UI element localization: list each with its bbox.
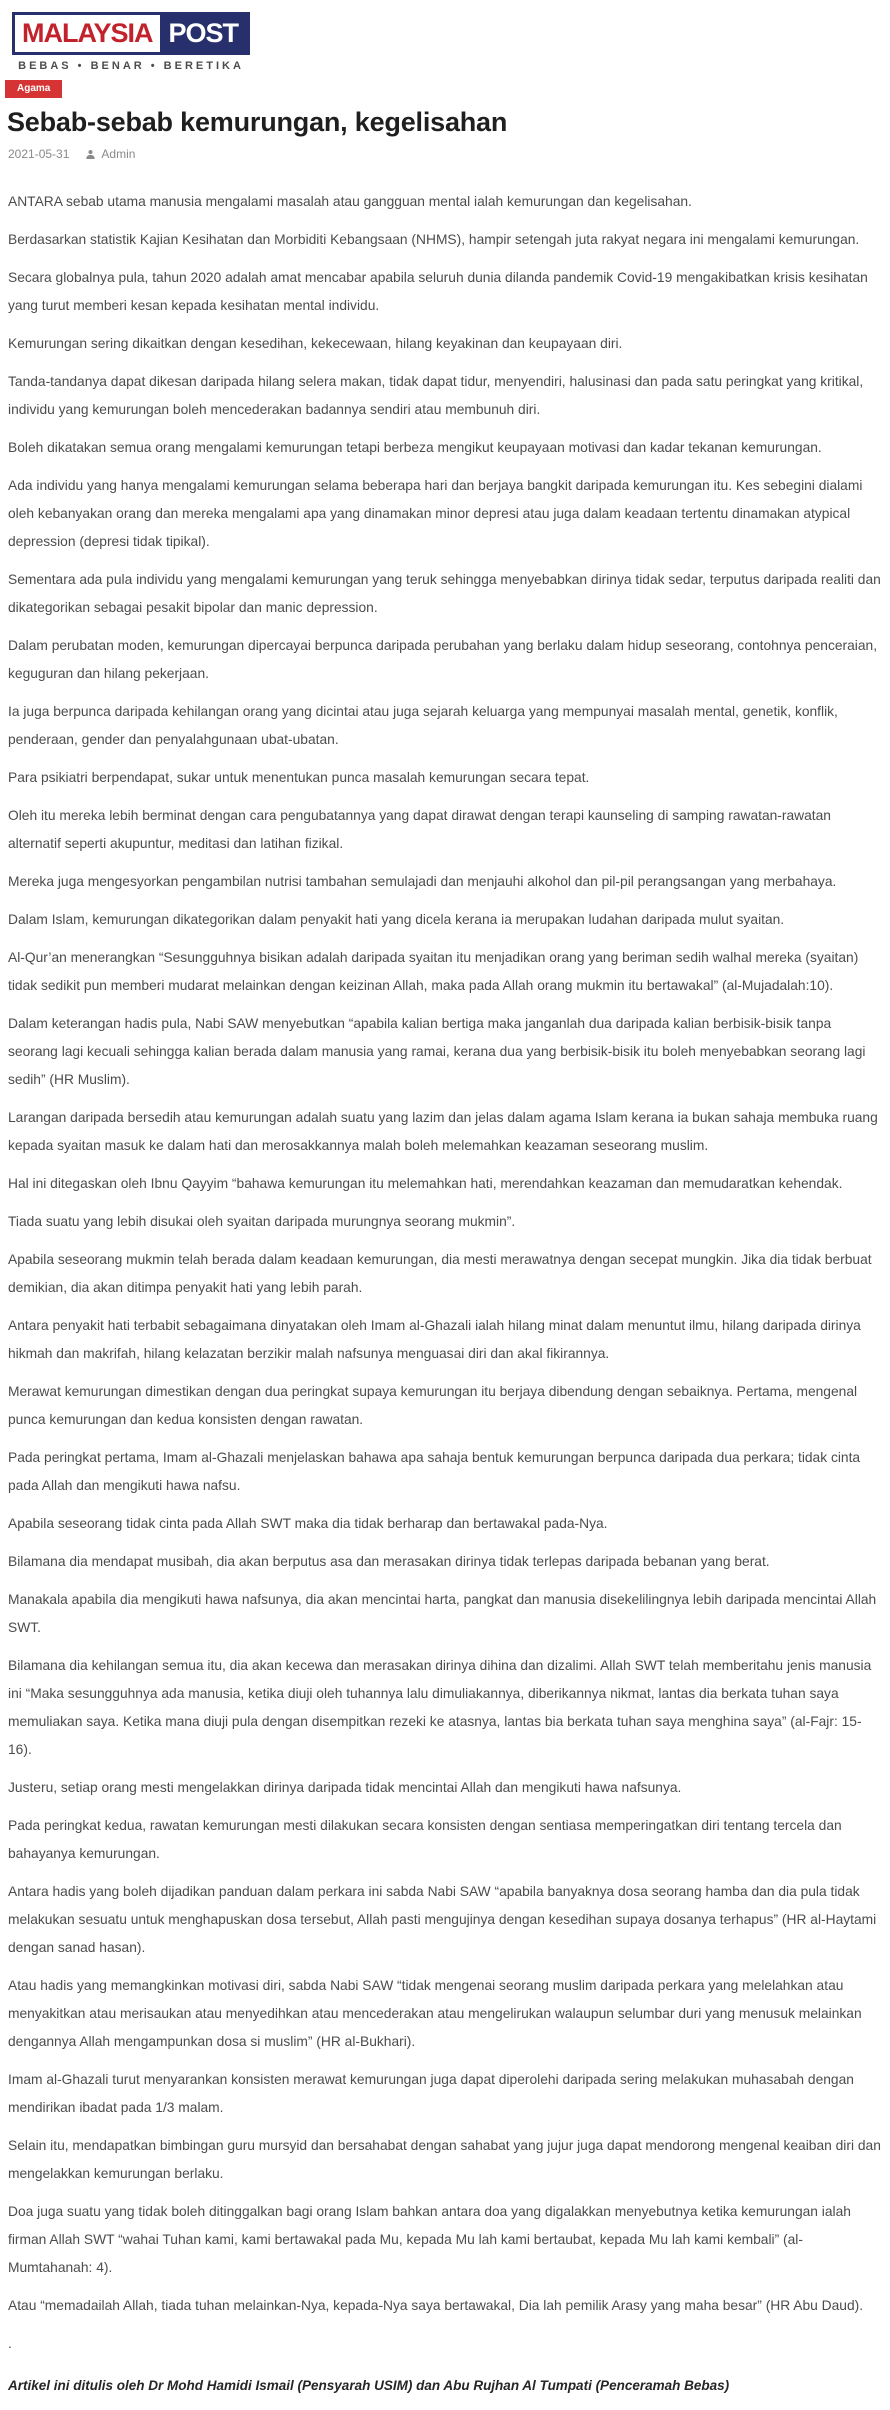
masthead [8,0,882,74]
article-paragraph: Manakala apabila dia mengikuti hawa nafsunya, dia akan mencintai harta, pangkat dan manusia disekelilingnya lebih daripada mencintai Allah SWT. [8,1592,877,1635]
article-paragraph: Merawat kemurungan dimestikan dengan dua peringkat supaya kemurungan itu berjaya dibendung dengan sebaiknya. Pertama, mengenal punca kemurungan dan kedua konsisten dengan rawatan. [8,1384,858,1427]
article-paragraph: ANTARA sebab utama manusia mengalami masalah atau gangguan mental ialah kemurungan dan kegelisahan. [8,194,692,209]
article-paragraph: Berdasarkan statistik Kajian Kesihatan dan Morbiditi Kebangsaan (NHMS), hampir setengah juta rakyat negara ini mengalami kemurungan. [8,232,860,247]
article-paragraph: Selain itu, mendapatkan bimbingan guru mursyid dan bersahabat dengan sahabat yang jujur juga dapat mendorong mengenal keaiban diri dan mengelakkan kemurungan berlaku. [8,2138,881,2181]
article-paragraph: Bilamana dia kehilangan semua itu, dia akan kecewa dan merasakan dirinya dihina dan dizalimi. Allah SWT telah memberitahu jenis manusia ini “Maka sesungguhnya ada manusia, ketika diuji oleh tuhannya lalu dimuliakannya, diberikannya nikmat, lantas dia berkata tuhan saya memuliakan saya. Ketika mana diuji pula dengan disempitkan rezeki ke atasnya, lantas bia berkata tuhan saya menghina saya” (al-Fajr: 15-16). [8,1658,872,1757]
article-paragraph: Larangan daripada bersedih atau kemurungan adalah suatu yang lazim dan jelas dalam agama Islam kerana ia bukan sahaja membuka ruang kepada syaitan masuk ke dalam hati dan merosakkannya malah boleh melemahkan keazaman seseorang muslim. [8,1110,878,1153]
article-paragraph: Antara hadis yang boleh dijadikan panduan dalam perkara ini sabda Nabi SAW “apabila banyaknya dosa seorang hamba dan dia pula tidak melakukan sesuatu untuk menghapuskan dosa tersebut, Allah pasti mengujinya dengan kesedihan supaya dosanya terhapus” (HR al-Haytami dengan sanad hasan). [8,1884,877,1955]
article-paragraph: Tanda-tandanya dapat dikesan daripada hilang selera makan, tidak dapat tidur, menyendiri, halusinasi dan pada satu peringkat yang kritikal, individu yang kemurungan boleh mencederakan badannya sendiri atau membunuh diri. [8,374,864,417]
article-paragraph: Dalam Islam, kemurungan dikategorikan dalam penyakit hati yang dicela kerana ia merupakan ludahan daripada mulut syaitan. [8,912,785,927]
article-paragraph: Apabila seseorang mukmin telah berada dalam keadaan kemurungan, dia mesti merawatnya dengan secepat mungkin. Jika dia tidak berbuat demikian, dia akan ditimpa penyakit hati yang lebih parah. [8,1252,872,1295]
article-paragraph: Apabila seseorang tidak cinta pada Allah SWT maka dia tidak berharap dan bertawakal pada-Nya. [8,1516,608,1531]
article-meta [8,147,882,161]
article-paragraph: Boleh dikatakan semua orang mengalami kemurungan tetapi berbeza mengikut keupayaan motivasi dan kadar tekanan kemurungan. [8,440,822,455]
site-tagline: BEBAS • BENAR • BERETIKA [18,60,244,72]
article-paragraph: . [8,2336,12,2351]
article-paragraph: Atau hadis yang memangkinkan motivasi diri, sabda Nabi SAW “tidak mengenai seorang muslim daripada perkara yang melelahkan atau menyakitkan atau merisaukan atau menyedihkan atau mencederakan atau mengelirukan walaupun selumbar duri yang menusuk melainkan dengannya Allah mengampunkan dosa si muslim” (HR al-Bukhari). [8,1978,862,2049]
logo-malaysia-text: MALAYSIA [15,15,160,52]
article-paragraph: Kemurungan sering dikaitkan dengan kesedihan, kekecewaan, hilang keyakinan dan keupayaan diri. [8,336,623,351]
article-paragraph: Oleh itu mereka lebih berminat dengan cara pengubatannya yang dapat dirawat dengan terapi kaunseling di samping rawatan-rawatan alternatif seperti akupuntur, meditasi dan latihan fizikal. [8,808,831,851]
article-paragraph: Atau “memadailah Allah, tiada tuhan melainkan-Nya, kepada-Nya saya bertawakal, Dia lah pemilik Arasy yang maha besar” (HR Abu Daud). [8,2298,864,2313]
article-paragraph: Sementara ada pula individu yang mengalami kemurungan yang teruk sehingga menyebabkan dirinya tidak sedar, terputus daripada realiti dan dikategorikan sebagai pesakit bipolar dan manic depression. [8,572,881,615]
article-paragraph: Imam al-Ghazali turut menyarankan konsisten merawat kemurungan juga dapat diperolehi daripada sering melakukan muhasabah dengan mendirikan ibadat pada 1/3 malam. [8,2072,854,2115]
article-author: Admin [101,147,136,161]
article-paragraph: Para psikiatri berpendapat, sukar untuk menentukan punca masalah kemurungan secara tepat. [8,770,590,785]
logo-post-text: POST [160,15,248,52]
article [8,74,882,2396]
article-author-block [85,147,135,161]
article-paragraph: Mereka juga mengesyorkan pengambilan nutrisi tambahan semulajadi dan menjauhi alkohol dan pil-pil perangsangan yang merbahaya. [8,874,837,889]
article-paragraph: Pada peringkat kedua, rawatan kemurungan mesti dilakukan secara konsisten dengan sentiasa memperingatkan diri tentang tercela dan bahayanya kemurungan. [8,1818,842,1861]
article-paragraph: Bilamana dia mendapat musibah, dia akan berputus asa dan merasakan dirinya tidak terlepas daripada bebanan yang berat. [8,1554,770,1569]
article-paragraph: Doa juga suatu yang tidak boleh ditinggalkan bagi orang Islam bahkan antara doa yang digalakkan menyebutnya ketika kemurungan ialah firman Allah SWT “wahai Tuhan kami, kami bertawakal pada Mu, kepada Mu lah kami bertaubat, kepada Mu lah kami kembali” (al-Mumtahanah: 4). [8,2204,851,2275]
article-paragraph: Tiada suatu yang lebih disukai oleh syaitan daripada murungnya seorang mukmin”. [8,1214,516,1229]
article-paragraph: Antara penyakit hati terbabit sebagaimana dinyatakan oleh Imam al-Ghazali ialah hilang minat dalam menuntut ilmu, hilang daripada dirinya hikmah dan makrifah, hilang kelazatan berzikir malah nafsunya menguasai diri dan akal fikirannya. [8,1318,861,1361]
article-paragraph: Hal ini ditegaskan oleh Ibnu Qayyim “bahawa kemurungan itu melemahkan hati, merendahkan keazaman dan memudaratkan kehendak. [8,1176,843,1191]
article-body [8,188,882,2358]
article-paragraph: Secara globalnya pula, tahun 2020 adalah amat mencabar apabila seluruh dunia dilanda pandemik Covid-19 mengakibatkan krisis kesihatan yang turut memberi kesan kepada kesihatan mental individu. [8,270,868,313]
category-badge[interactable]: Agama [5,80,62,98]
article-paragraph: Ada individu yang hanya mengalami kemurungan selama beberapa hari dan berjaya bangkit daripada kemurungan itu. Kes sebegini dialami oleh kebanyakan orang dan mereka mengalami apa yang dinamakan minor depresi atau juga dalam keadaan tertentu dinamakan atypical depression (depresi tidak tipikal). [8,478,863,549]
article-paragraph: Dalam keterangan hadis pula, Nabi SAW menyebutkan “apabila kalian bertiga maka janganlah dua daripada kalian berbisik-bisik tanpa seorang lagi kecuali sehingga kalian berada dalam manusia yang ramai, kerana dua yang berbisik-bisik itu boleh menyebabkan seorang lagi sedih” (HR Muslim). [8,1016,866,1087]
article-date: 2021-05-31 [8,147,70,161]
author-credit: Artikel ini ditulis oleh Dr Mohd Hamidi Ismail (Pensyarah USIM) dan Abu Rujhan Al Tumpati (Penceramah Bebas) [8,2378,730,2393]
logo-wrap [12,12,250,72]
site-logo[interactable] [12,12,250,55]
page-title: Sebab-sebab kemurungan, kegelisahan [7,107,508,137]
article-paragraph: Dalam perubatan moden, kemurungan dipercayai berpunca daripada perubahan yang berlaku dalam hidup seseorang, contohnya penceraian, keguguran dan hilang pekerjaan. [8,638,878,681]
person-icon [85,149,96,160]
article-paragraph: Ia juga berpunca daripada kehilangan orang yang dicintai atau juga sejarah keluarga yang mempunyai masalah mental, genetik, konflik, penderaan, gender dan penyalahgunaan ubat-ubatan. [8,704,838,747]
article-paragraph: Al-Qur’an menerangkan “Sesungguhnya bisikan adalah daripada syaitan itu menjadikan orang yang beriman sedih walhal mereka (syaitan) tidak sedikit pun memberi mudarat melainkan dengan keizinan Allah, maka pada Allah orang mukmin itu bertawakal” (al-Mujadalah:10). [8,950,859,993]
article-paragraph: Pada peringkat pertama, Imam al-Ghazali menjelaskan bahawa apa sahaja bentuk kemurungan berpunca daripada dua perkara; tidak cinta pada Allah dan mengikuti hawa nafsu. [8,1450,861,1493]
article-paragraph: Justeru, setiap orang mesti mengelakkan dirinya daripada tidak mencintai Allah dan mengikuti hawa nafsunya. [8,1780,682,1795]
